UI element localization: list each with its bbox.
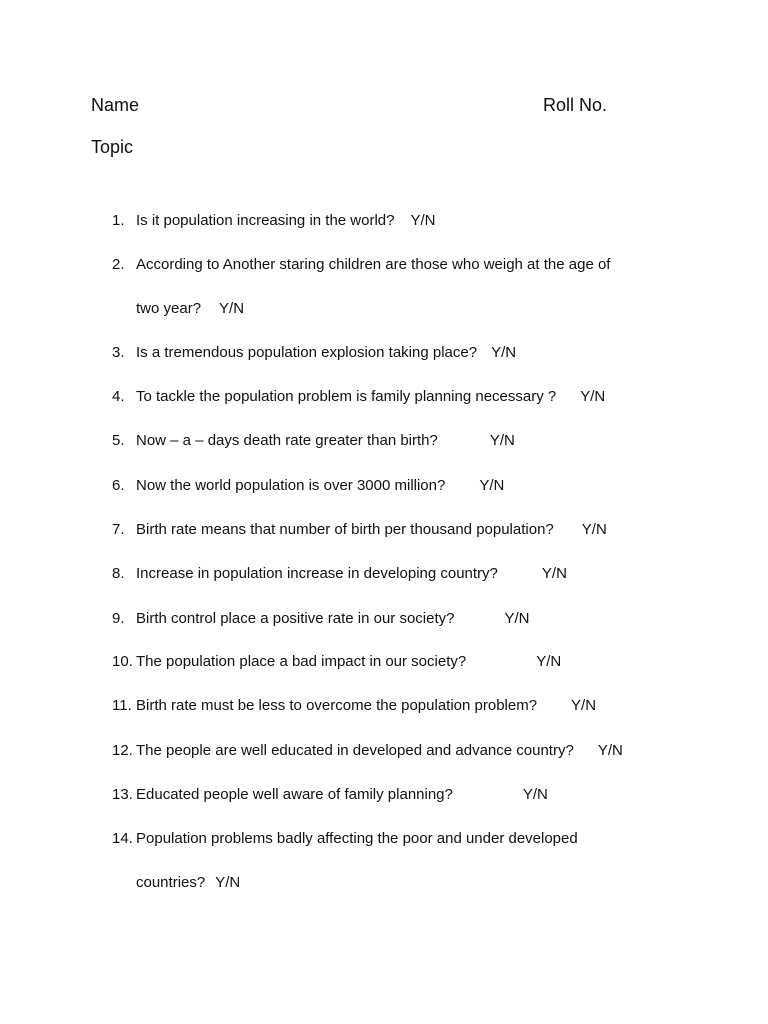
question-text: Now the world population is over 3000 million? <box>136 477 446 494</box>
yes-no-answer: Y/N <box>504 610 530 627</box>
yes-no-answer: Y/N <box>580 388 606 405</box>
question-text: Is a tremendous population explosion taking place? <box>136 344 478 361</box>
yes-no-answer: Y/N <box>489 432 515 449</box>
topic-label: Topic <box>91 137 134 157</box>
question-4 <box>112 387 605 407</box>
roll-number-label: Roll No. <box>543 95 608 115</box>
question-2-continuation <box>136 299 244 319</box>
question-10 <box>112 652 561 672</box>
question-text: Population problems badly affecting the poor and under developed <box>136 830 578 847</box>
question-number: 6. <box>112 477 125 494</box>
yes-no-answer: Y/N <box>219 300 245 317</box>
yes-no-answer: Y/N <box>522 786 548 803</box>
question-6 <box>112 476 504 496</box>
question-9 <box>112 609 530 629</box>
question-number: 10. <box>112 653 133 670</box>
question-text: Educated people well aware of family planning? <box>136 786 453 803</box>
question-14-continuation <box>136 873 240 893</box>
question-text: Now – a – days death rate greater than birth? <box>136 432 438 449</box>
yes-no-answer: Y/N <box>597 742 623 759</box>
yes-no-answer: Y/N <box>571 697 597 714</box>
yes-no-answer: Y/N <box>479 477 505 494</box>
question-text-continuation: two year? <box>136 300 202 317</box>
question-12 <box>112 741 623 761</box>
question-number: 12. <box>112 742 133 759</box>
question-number: 4. <box>112 388 125 405</box>
question-number: 5. <box>112 432 125 449</box>
question-text-continuation: countries? <box>136 874 206 891</box>
yes-no-answer: Y/N <box>541 565 567 582</box>
question-text: To tackle the population problem is family planning necessary ? <box>136 388 557 405</box>
question-text: Birth control place a positive rate in our society? <box>136 610 455 627</box>
question-14 <box>112 829 578 849</box>
question-number: 9. <box>112 610 125 627</box>
yes-no-answer: Y/N <box>410 212 436 229</box>
yes-no-answer: Y/N <box>491 344 517 361</box>
question-number: 8. <box>112 565 125 582</box>
question-text: Birth rate must be less to overcome the population problem? <box>136 697 538 714</box>
question-number: 7. <box>112 521 125 538</box>
question-text: Birth rate means that number of birth per thousand population? <box>136 521 554 538</box>
question-text: The people are well educated in developed and advance country? <box>136 742 574 759</box>
question-1 <box>112 211 436 231</box>
question-7 <box>112 520 607 540</box>
question-5 <box>112 431 515 451</box>
question-number: 2. <box>112 256 125 273</box>
question-3 <box>112 343 516 363</box>
question-2 <box>112 255 610 275</box>
question-text: Increase in population increase in developing country? <box>136 565 498 582</box>
name-label: Name <box>91 95 140 115</box>
question-11 <box>112 696 596 716</box>
question-text: Is it population increasing in the world? <box>136 212 395 229</box>
question-13 <box>112 785 548 805</box>
yes-no-answer: Y/N <box>536 653 562 670</box>
question-number: 1. <box>112 212 125 229</box>
yes-no-answer: Y/N <box>581 521 607 538</box>
question-number: 13. <box>112 786 133 803</box>
question-number: 11. <box>112 697 132 714</box>
question-text: The population place a bad impact in our society? <box>136 653 467 670</box>
question-number: 3. <box>112 344 125 361</box>
yes-no-answer: Y/N <box>215 874 241 891</box>
question-number: 14. <box>112 830 133 847</box>
question-text: According to Another staring children are those who weigh at the age of <box>136 256 611 273</box>
question-8 <box>112 564 567 584</box>
